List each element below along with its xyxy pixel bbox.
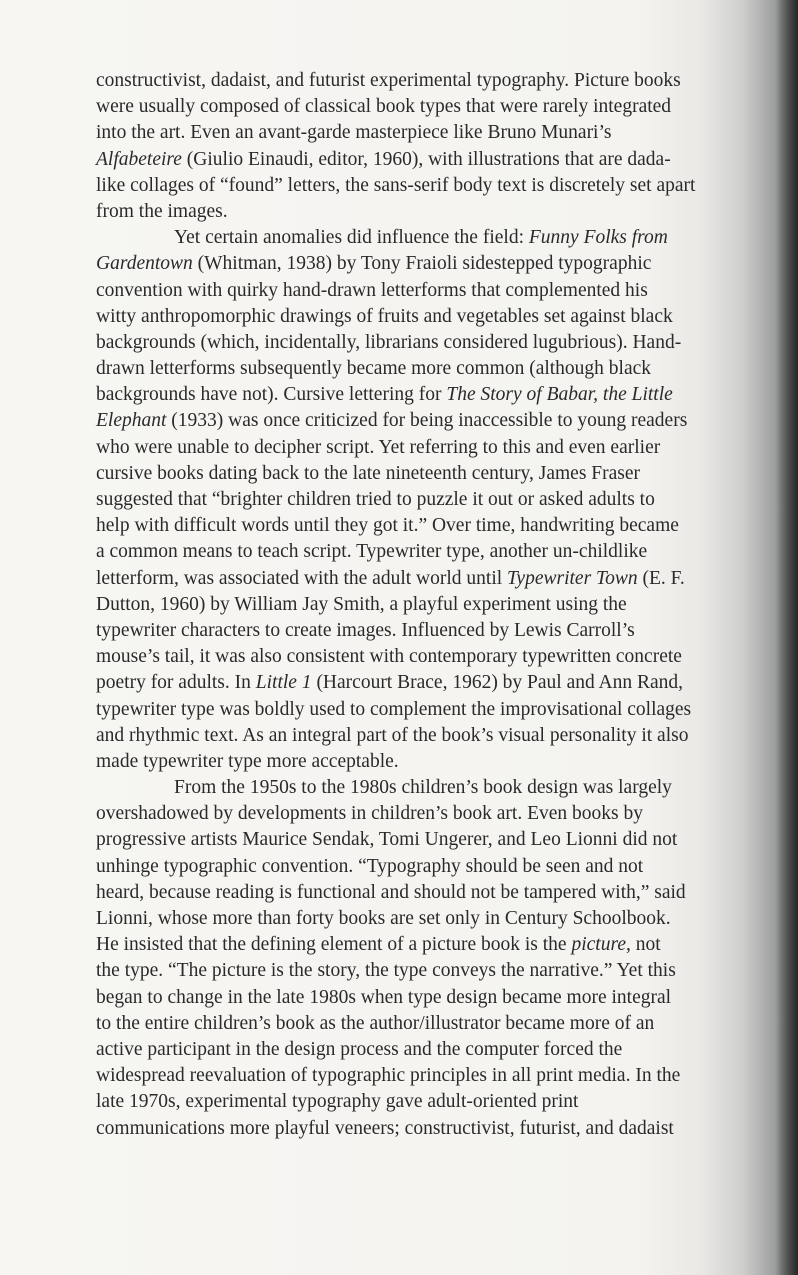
text-line: progressive artists Maurice Sendak, Tomi Ungerer, and Leo Lionni did not [96, 829, 678, 851]
book-title-italic: Little 1 [255, 672, 312, 694]
text-line: He insisted that the defining element of a picture book is the picture, not [96, 934, 661, 956]
text-line: like collages of “found” letters, the sans-serif body text is discretely set apart [96, 174, 696, 196]
text-line: overshadowed by developments in children’s book art. Even books by [96, 803, 643, 825]
text-line: Lionni, whose more than forty books are set only in Century Schoolbook. [96, 908, 671, 929]
text-line: cursive books dating back to the late nineteenth century, James Fraser [96, 462, 641, 484]
book-title-italic: The Story of Babar, the Little [446, 384, 673, 406]
book-title-italic: Elephant [96, 410, 167, 432]
text-line: who were unable to decipher script. Yet referring to this and even earlier [96, 436, 661, 458]
text-line: into the art. Even an avant-garde masterpiece like Bruno Munari’s [96, 122, 612, 144]
text-line: to the entire children’s book as the author/illustrator became more of an [96, 1012, 655, 1034]
text-line: and rhythmic text. As an integral part of the book’s visual personality it also [96, 724, 689, 746]
text-line: Dutton, 1960) by William Jay Smith, a playful experiment using the [96, 593, 627, 615]
text-line: communications more playful veneers; constructivist, futurist, and dadaist [96, 1117, 674, 1139]
paragraph-start-line: Yet certain anomalies did influence the field: Funny Folks from [174, 227, 668, 249]
text-line: heard, because reading is functional and should not be tampered with,” said [96, 881, 686, 903]
text-line: witty anthropomorphic drawings of fruits and vegetables set against black [96, 305, 673, 327]
text-line: from the images. [96, 200, 228, 222]
text-line: Gardentown (Whitman, 1938) by Tony Fraioli sidestepped typographic [96, 253, 652, 275]
text-line: letterform, was associated with the adult world until Typewriter Town (E. F. [96, 567, 685, 589]
text-line: began to change in the late 1980s when type design became more integral [96, 986, 672, 1008]
text-line: mouse’s tail, it was also consistent with contemporary typewritten concrete [96, 646, 682, 668]
body-text [96, 68, 746, 1142]
text-line: backgrounds (which, incidentally, librarians considered lugubrious). Hand- [96, 331, 682, 353]
text-line: drawn letterforms subsequently became more common (although black [96, 358, 652, 380]
text-line: the type. “The picture is the story, the type conveys the narrative.” Yet this [96, 960, 676, 982]
text-line: widespread reevaluation of typographic principles in all print media. In the [96, 1065, 681, 1087]
text-line: made typewriter type more acceptable. [96, 750, 399, 772]
text-line: late 1970s, experimental typography gave adult-oriented print [96, 1091, 579, 1113]
text-line: a common means to teach script. Typewriter type, another un-childlike [96, 541, 648, 563]
text-line: convention with quirky hand-drawn letterforms that complemented his [96, 279, 648, 301]
text-line: typewriter type was boldly used to complement the improvisational collages [96, 698, 692, 720]
text-line: constructivist, dadaist, and futurist experimental typography. Picture books [96, 70, 681, 91]
text-line: help with difficult words until they got it.” Over time, handwriting became [96, 515, 679, 537]
text-line: typewriter characters to create images. Influenced by Lewis Carroll’s [96, 619, 635, 641]
text-line: backgrounds have not). Cursive lettering for The Story of Babar, the Little [96, 384, 673, 406]
text-line: Alfabeteire (Giulio Einaudi, editor, 1960), with illustrations that are dada- [96, 148, 671, 170]
book-title-italic: Typewriter Town [507, 567, 638, 589]
text-line: poetry for adults. In Little 1 (Harcourt Brace, 1962) by Paul and Ann Rand, [96, 672, 684, 694]
text-line: were usually composed of classical book types that were rarely integrated [96, 96, 672, 118]
text-line: active participant in the design process and the computer forced the [96, 1038, 623, 1060]
text-line: suggested that “brighter children tried to puzzle it out or asked adults to [96, 489, 655, 510]
book-title-italic: Alfabeteire [96, 148, 182, 170]
emphasis-italic: picture [571, 934, 626, 956]
book-title-italic: Funny Folks from [528, 227, 668, 249]
text-line: Elephant (1933) was once criticized for being inaccessible to young readers [96, 410, 688, 432]
text-line: unhinge typographic convention. “Typography should be seen and not [96, 855, 644, 877]
page-gutter-shadow [776, 0, 798, 1275]
paragraph-start-line: From the 1950s to the 1980s children’s book design was largely [174, 777, 672, 799]
book-title-italic: Gardentown [96, 253, 193, 275]
